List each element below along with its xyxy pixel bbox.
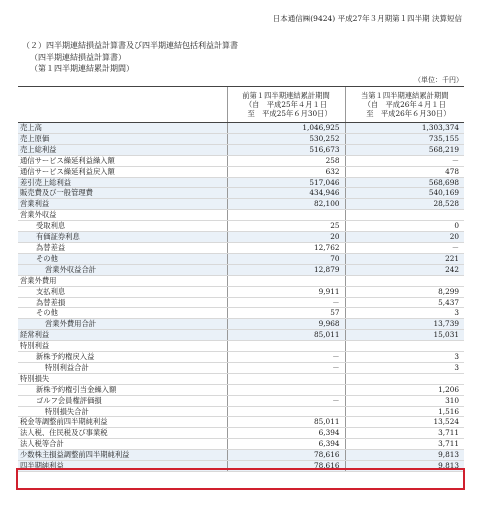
- table-row: [18, 232, 464, 243]
- row-value-curr: 568,219: [345, 144, 464, 155]
- row-label: 経常利益: [18, 330, 227, 341]
- table-row: [18, 133, 464, 144]
- row-value-prev: 82,100: [227, 199, 345, 210]
- row-value-prev: [227, 406, 345, 417]
- table-row: [18, 417, 464, 428]
- table-row: [18, 188, 464, 199]
- row-value-prev: [227, 341, 345, 352]
- row-value-prev: [227, 210, 345, 221]
- table-row: [18, 155, 464, 166]
- row-value-curr: 0: [345, 221, 464, 232]
- row-value-curr: 1,516: [345, 406, 464, 417]
- row-label: ゴルフ会員権評価損: [18, 395, 227, 406]
- row-value-prev: 6,394: [227, 428, 345, 439]
- table-row: [18, 123, 464, 134]
- row-value-prev: 632: [227, 166, 345, 177]
- row-label: 通信サービス繰延利益戻入額: [18, 166, 227, 177]
- row-label: 販売費及び一般管理費: [18, 188, 227, 199]
- row-value-curr: －: [345, 242, 464, 253]
- table-row: [18, 199, 464, 210]
- row-value-curr: 1,206: [345, 384, 464, 395]
- row-value-prev: [227, 373, 345, 384]
- row-label: 通信サービス繰延利益繰入額: [18, 155, 227, 166]
- table-row: [18, 308, 464, 319]
- row-value-curr: [345, 341, 464, 352]
- row-value-curr: 9,813: [345, 450, 464, 461]
- row-value-curr: 5,437: [345, 297, 464, 308]
- section-subtitle-2: （第１四半期連結累計期間）: [30, 64, 134, 73]
- row-label: 新株予約権引当金繰入額: [18, 384, 227, 395]
- table-row: [18, 406, 464, 417]
- row-value-curr: 3: [345, 352, 464, 363]
- row-label: 営業外収益合計: [18, 264, 227, 275]
- row-value-curr: 242: [345, 264, 464, 275]
- row-label: 営業外収益: [18, 210, 227, 221]
- row-value-prev: 516,673: [227, 144, 345, 155]
- row-label: 新株予約権戻入益: [18, 352, 227, 363]
- row-label: その他: [18, 308, 227, 319]
- row-label: 営業利益: [18, 199, 227, 210]
- table-row: [18, 297, 464, 308]
- document-header: 日本通信㈱(9424) 平成27年３月期第１四半期 決算短信: [272, 14, 462, 23]
- row-label: 営業外費用合計: [18, 319, 227, 330]
- row-label: 特別損失合計: [18, 406, 227, 417]
- table-row: [18, 286, 464, 297]
- table-row: [18, 242, 464, 253]
- row-value-prev: 57: [227, 308, 345, 319]
- row-value-curr: [345, 275, 464, 286]
- row-value-prev: 12,762: [227, 242, 345, 253]
- row-value-curr: 540,169: [345, 188, 464, 199]
- row-value-prev: 78,616: [227, 450, 345, 461]
- row-value-curr: 28,528: [345, 199, 464, 210]
- row-value-prev: －: [227, 395, 345, 406]
- income-statement-table: [18, 86, 464, 472]
- table-row: [18, 177, 464, 188]
- row-label: 受取利息: [18, 221, 227, 232]
- row-value-curr: 221: [345, 253, 464, 264]
- row-value-prev: 85,011: [227, 330, 345, 341]
- row-value-prev: 530,252: [227, 133, 345, 144]
- table-row: [18, 352, 464, 363]
- row-value-curr: 3,711: [345, 428, 464, 439]
- table-row: [18, 362, 464, 373]
- row-value-curr: 310: [345, 395, 464, 406]
- table-row: [18, 253, 464, 264]
- row-label: 売上総利益: [18, 144, 227, 155]
- row-label: 法人税、住民税及び事業税: [18, 428, 227, 439]
- table-row: [18, 319, 464, 330]
- highlight-box: [16, 468, 465, 490]
- row-value-prev: 85,011: [227, 417, 345, 428]
- row-value-curr: [345, 373, 464, 384]
- row-value-prev: [227, 384, 345, 395]
- row-value-curr: 13,524: [345, 417, 464, 428]
- table-row: [18, 384, 464, 395]
- header-blank: [18, 87, 227, 123]
- row-value-curr: 3: [345, 308, 464, 319]
- row-value-prev: 25: [227, 221, 345, 232]
- row-value-curr: 1,303,374: [345, 123, 464, 134]
- row-label: 売上原価: [18, 133, 227, 144]
- unit-label: （単位：千円）: [414, 76, 463, 84]
- table-row: [18, 341, 464, 352]
- table-row: [18, 210, 464, 221]
- row-label: 税金等調整前四半期純利益: [18, 417, 227, 428]
- row-value-prev: [227, 275, 345, 286]
- table-row: [18, 395, 464, 406]
- column-header-curr: 当第１四半期連結累計期間 （自 平成26年４月１日 至 平成26年６月30日）: [345, 87, 464, 123]
- table-row: [18, 166, 464, 177]
- row-value-curr: 15,031: [345, 330, 464, 341]
- row-value-curr: －: [345, 155, 464, 166]
- row-value-prev: 1,046,925: [227, 123, 345, 134]
- row-label: 為替差損: [18, 297, 227, 308]
- row-value-prev: 9,968: [227, 319, 345, 330]
- table-row: [18, 275, 464, 286]
- row-value-curr: 3: [345, 362, 464, 373]
- row-value-prev: 20: [227, 232, 345, 243]
- row-label: 差引売上総利益: [18, 177, 227, 188]
- row-value-curr: 568,698: [345, 177, 464, 188]
- section-title: （２）四半期連結損益計算書及び四半期連結包括利益計算書: [22, 41, 238, 50]
- table-row: [18, 428, 464, 439]
- row-label: その他: [18, 253, 227, 264]
- row-value-prev: －: [227, 297, 345, 308]
- row-value-prev: －: [227, 352, 345, 363]
- row-label: 四半期純利益: [18, 461, 227, 472]
- row-label: 有価証券利息: [18, 232, 227, 243]
- row-value-curr: 3,711: [345, 439, 464, 450]
- row-label: 特別利益合計: [18, 362, 227, 373]
- table-header-row: [18, 87, 464, 123]
- row-value-curr: 20: [345, 232, 464, 243]
- row-value-curr: 13,739: [345, 319, 464, 330]
- row-value-curr: 9,813: [345, 461, 464, 472]
- row-value-prev: 258: [227, 155, 345, 166]
- row-value-curr: [345, 210, 464, 221]
- table-row: [18, 264, 464, 275]
- table-row: [18, 144, 464, 155]
- section-subtitle-1: （四半期連結損益計算書）: [30, 53, 126, 62]
- row-value-curr: 478: [345, 166, 464, 177]
- row-label: 売上高: [18, 123, 227, 134]
- row-label: 営業外費用: [18, 275, 227, 286]
- row-value-prev: 6,394: [227, 439, 345, 450]
- table-row: [18, 221, 464, 232]
- row-value-prev: 70: [227, 253, 345, 264]
- row-label: 支払利息: [18, 286, 227, 297]
- table-row: [18, 439, 464, 450]
- column-header-prev: 前第１四半期連結累計期間 （自 平成25年４月１日 至 平成25年６月30日）: [227, 87, 345, 123]
- row-value-prev: 517,046: [227, 177, 345, 188]
- row-label: 特別利益: [18, 341, 227, 352]
- row-value-prev: 12,879: [227, 264, 345, 275]
- row-label: 法人税等合計: [18, 439, 227, 450]
- row-value-prev: 434,946: [227, 188, 345, 199]
- table-row: [18, 330, 464, 341]
- row-label: 特別損失: [18, 373, 227, 384]
- row-value-curr: 8,299: [345, 286, 464, 297]
- row-value-prev: 9,911: [227, 286, 345, 297]
- row-label: 為替差益: [18, 242, 227, 253]
- table-row: [18, 450, 464, 461]
- table-row: [18, 373, 464, 384]
- row-label: 少数株主損益調整前四半期純利益: [18, 450, 227, 461]
- row-value-curr: 735,155: [345, 133, 464, 144]
- row-value-prev: 78,616: [227, 461, 345, 472]
- row-value-prev: －: [227, 362, 345, 373]
